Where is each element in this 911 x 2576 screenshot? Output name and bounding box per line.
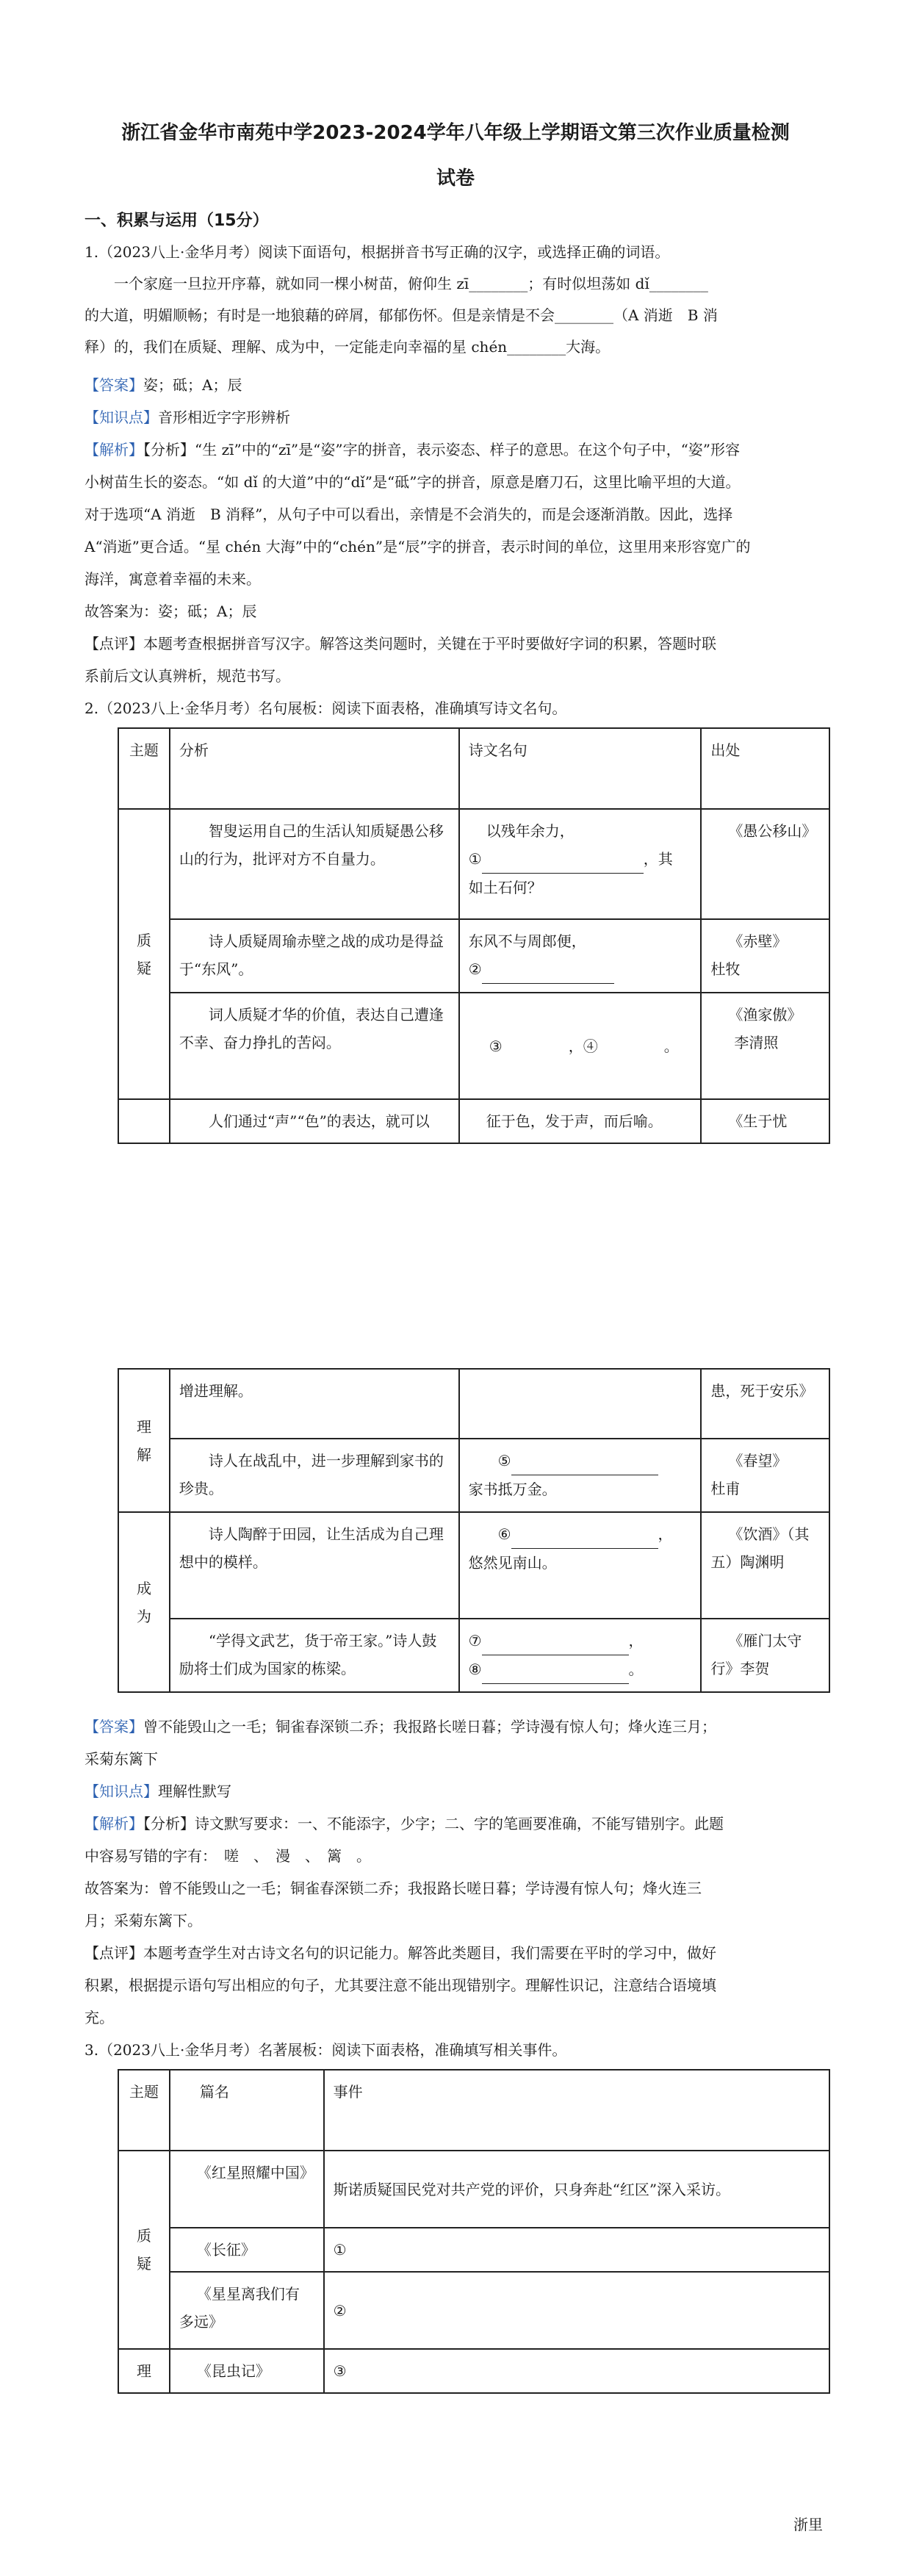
q1-stem: 1.（2023八上·金华月考）阅读下面语句，根据拼音书写正确的汉字，或选择正确的词语。 xyxy=(84,243,670,261)
source-cell xyxy=(701,993,829,1099)
q3-table xyxy=(118,2069,830,2394)
table-row xyxy=(118,1439,829,1512)
source-text: 《春望》 xyxy=(728,1452,788,1469)
analysis-cell: 诗人陶醉于田园，让生活成为自己理想中的模样。 xyxy=(170,1512,459,1619)
source-text: 《赤壁》 xyxy=(728,932,788,950)
q1-knowledge-point xyxy=(84,406,290,427)
q3-stem: 3.（2023八上·金华月考）名著展板：阅读下面表格，准确填写相关事件。 xyxy=(84,2041,567,2059)
header-theme: 主题 xyxy=(118,2070,170,2151)
comment-text: 本题考查学生对古诗文名句的识记能力。解答此类题目，我们需要在平时的学习中，做好 xyxy=(143,1944,716,1962)
verse-text: 如土石何？ xyxy=(468,879,542,896)
analysis-text: 【分析】“生 zī”中的“zī”是“姿”字的拼音，表示姿态、样子的意思。在这个句子中，“姿”形容 xyxy=(143,441,741,458)
book-cell: 《昆虫记》 xyxy=(170,2349,324,2393)
q2-table-part1 xyxy=(118,727,830,1144)
event-cell[interactable]: ① xyxy=(324,2228,829,2272)
event-cell: 斯诺质疑国民党对共产党的评价，只身奔赴“红区”深入采访。 xyxy=(324,2151,829,2228)
q2-comment-2: 积累，根据提示语句写出相应的句子，尤其要注意不能出现错别字。理解性识记，注意结合语境填 xyxy=(84,1976,716,1994)
theme-char: 质 xyxy=(136,2227,151,2245)
source-author: 杜甫 xyxy=(710,1480,741,1497)
analysis-text: 【分析】诗文默写要求：一、不能添字，少字；二、字的笔画要准确，不能写错别字。此题 xyxy=(143,1815,724,1832)
verse-text: ，其 xyxy=(643,850,673,868)
q1-final-answer: 故答案为：姿；砥；A；辰 xyxy=(84,602,257,620)
source-author: 杜牧 xyxy=(710,960,741,978)
q2-knowledge-point xyxy=(84,1780,231,1801)
blank-number: ① xyxy=(468,850,482,868)
table-row xyxy=(118,1099,829,1143)
theme-char: 质 xyxy=(136,931,151,949)
source-cell: 《生于忧 xyxy=(701,1099,829,1143)
q2-comment-3: 充。 xyxy=(84,2009,114,2026)
verse-cell xyxy=(459,1512,702,1619)
theme-char: 为 xyxy=(136,1607,151,1625)
answer-tag: 【答案】 xyxy=(84,1718,143,1735)
theme-cell xyxy=(118,809,170,1099)
source-author: 李清照 xyxy=(734,1034,779,1051)
q2-analysis-2: 中容易写错的字有： 嗟 、 漫 、 篱 。 xyxy=(84,1847,371,1865)
answer-text: 曾不能毁山之一毛；铜雀春深锁二乔；我报路长嗟日暮；学诗漫有惊人句；烽火连三月； xyxy=(143,1718,716,1735)
analysis-cell: 人们通过“声”“色”的表达，就可以 xyxy=(170,1099,459,1143)
q2-analysis-1 xyxy=(84,1812,724,1833)
comment-tag: 【点评】 xyxy=(84,635,143,652)
book-cell: 《星星离我们有多远》 xyxy=(170,2272,324,2349)
header-verse: 诗文名句 xyxy=(459,728,702,809)
table-row xyxy=(118,919,829,993)
fill-blank[interactable] xyxy=(482,845,644,874)
table-header-row xyxy=(118,2070,829,2151)
theme-cell xyxy=(118,2151,170,2349)
table-row xyxy=(118,993,829,1099)
verse-cell xyxy=(459,1439,702,1512)
theme-char: 疑 xyxy=(136,2255,151,2273)
theme-cell: 理 xyxy=(118,2349,170,2393)
q1-comment-2: 系前后文认真辨析，规范书写。 xyxy=(84,667,290,685)
blank-number: ⑦ xyxy=(468,1632,482,1649)
table-row xyxy=(118,2272,829,2349)
page-title-line2: 试卷 xyxy=(436,168,475,190)
comment-tag: 【点评】 xyxy=(84,1944,143,1962)
theme-char: 疑 xyxy=(136,959,151,977)
answer-text: 姿；砥；A；辰 xyxy=(143,376,242,394)
analysis-cell: 诗人质疑周瑜赤壁之战的成功是得益于“东风”。 xyxy=(170,919,459,993)
q1-comment-1 xyxy=(84,632,716,653)
theme-cell xyxy=(118,1369,170,1512)
verse-text: 家书抵万金。 xyxy=(468,1481,557,1498)
q2-answer-2: 采菊东篱下 xyxy=(84,1750,158,1768)
q1-passage-3: 释）的，我们在质疑、理解、成为中，一定能走向幸福的星 chén________大海。 xyxy=(84,338,611,356)
q1-passage-1: 一个家庭一旦拉开序幕，就如同一棵小树苗，俯仰生 zī________；有时似坦荡如 dǐ________ xyxy=(114,275,708,292)
analysis-tag: 【解析】 xyxy=(84,441,143,458)
verse-cell xyxy=(459,993,702,1099)
verse-cell xyxy=(459,1369,702,1439)
table-header-row xyxy=(118,728,829,809)
q2-final-2: 月；采菊东篱下。 xyxy=(84,1912,202,1929)
blank-number: ② xyxy=(468,960,482,978)
q2-stem: 2.（2023八上·金华月考）名句展板：阅读下面表格，准确填写诗文名句。 xyxy=(84,699,567,717)
source-cell: 《愚公移山》 xyxy=(701,809,829,919)
verse-text: ， xyxy=(628,1632,644,1649)
theme-char: 成 xyxy=(136,1579,151,1597)
fill-blank[interactable] xyxy=(482,1655,629,1684)
table-row xyxy=(118,1369,829,1439)
table-row xyxy=(118,1512,829,1619)
event-cell[interactable]: ③ xyxy=(324,2349,829,2393)
source-cell xyxy=(701,919,829,993)
header-theme: 主题 xyxy=(118,728,170,809)
q1-analysis-1 xyxy=(84,438,740,459)
theme-cell xyxy=(118,1099,170,1143)
q1-analysis-5: 海洋，寓意着幸福的未来。 xyxy=(84,570,261,588)
q2-comment-1 xyxy=(84,1941,716,1962)
verse-cell xyxy=(459,919,702,993)
verse-text: 以残年余力， xyxy=(486,822,575,840)
source-cell: 患，死于安乐》 xyxy=(701,1369,829,1439)
analysis-cell: 智叟运用自己的生活认知质疑愚公移山的行为，批评对方不自量力。 xyxy=(170,809,459,919)
q1-analysis-2: 小树苗生长的姿态。“如 dǐ 的大道”中的“dǐ”是“砥”字的拼音，原意是磨刀石，这里比喻平坦的大道。 xyxy=(84,473,741,491)
source-cell: 《饮酒》（其五）陶渊明 xyxy=(701,1512,829,1619)
header-source: 出处 xyxy=(701,728,829,809)
fill-blank[interactable] xyxy=(511,1520,658,1549)
header-analysis: 分析 xyxy=(170,728,459,809)
analysis-cell: 词人质疑才华的价值，表达自己遭逢不幸、奋力挣扎的苦闷。 xyxy=(170,993,459,1099)
verse-text: 。 xyxy=(663,1037,679,1055)
event-cell[interactable]: ② xyxy=(324,2272,829,2349)
fill-blank[interactable] xyxy=(482,955,614,984)
page-title: 浙江省金华市南苑中学2023-2024学年八年级上学期语文第三次作业质量检测 xyxy=(121,122,790,144)
fill-blank[interactable] xyxy=(598,1032,664,1060)
table-row xyxy=(118,2349,829,2393)
q1-answer xyxy=(84,373,242,395)
verse-text: 悠然见南山。 xyxy=(468,1554,557,1572)
analysis-tag: 【解析】 xyxy=(84,1815,143,1832)
analysis-cell: “学得文武艺，货于帝王家。”诗人鼓励将士们成为国家的栋梁。 xyxy=(170,1619,459,1692)
comment-text: 本题考查根据拼音写汉字。解答这类问题时，关键在于平时要做好字词的积累，答题时联 xyxy=(143,635,716,652)
verse-text: ， xyxy=(658,1525,673,1543)
q1-passage-2: 的大道，明媚顺畅；有时是一地狼藉的碎屑，郁郁伤怀。但是亲情是不会________（A 消逝 B 消 xyxy=(84,306,718,324)
table-row xyxy=(118,1619,829,1692)
kp-tag: 【知识点】 xyxy=(84,409,158,426)
blank-number: ③ xyxy=(489,1037,503,1055)
theme-char: 理 xyxy=(136,1417,151,1436)
fill-blank[interactable] xyxy=(503,1032,569,1060)
fill-blank[interactable] xyxy=(482,1627,629,1655)
page-footer: 浙里 xyxy=(793,2516,823,2533)
header-book: 篇名 xyxy=(170,2070,324,2151)
kp-text: 理解性默写 xyxy=(158,1782,231,1800)
book-cell: 《红星照耀中国》 xyxy=(170,2151,324,2228)
section-heading: 一、积累与运用（15分） xyxy=(84,212,269,230)
source-cell: 《雁门太守行》李贺 xyxy=(701,1619,829,1692)
verse-cell xyxy=(459,1619,702,1692)
analysis-cell: 增进理解。 xyxy=(170,1369,459,1439)
kp-text: 音形相近字字形辨析 xyxy=(158,409,290,426)
book-cell: 《长征》 xyxy=(170,2228,324,2272)
verse-text: 。 xyxy=(628,1661,644,1678)
table-row xyxy=(118,2228,829,2272)
q1-analysis-3: 对于选项“A 消逝 B 消释”，从句子中可以看出，亲情是不会消失的，而是会逐渐消散。因此，选择 xyxy=(84,506,733,523)
verse-cell: 征于色，发于声，而后喻。 xyxy=(459,1099,702,1143)
q1-analysis-4: A“消逝”更合适。“星 chén 大海”中的“chén”是“辰”字的拼音，表示时间的单位，这里用来形容宽广的 xyxy=(84,538,751,555)
blank-number: ⑤ xyxy=(497,1452,511,1469)
blank-number: ，④ xyxy=(568,1037,598,1055)
theme-char: 解 xyxy=(136,1445,151,1464)
table-row xyxy=(118,2151,829,2228)
fill-blank[interactable] xyxy=(511,1447,658,1475)
table-row xyxy=(118,809,829,919)
kp-tag: 【知识点】 xyxy=(84,1782,158,1800)
blank-number: ⑥ xyxy=(497,1525,511,1543)
q2-table-part2 xyxy=(118,1368,830,1693)
source-cell xyxy=(701,1439,829,1512)
blank-number: ⑧ xyxy=(468,1661,482,1678)
q2-answer-1 xyxy=(84,1715,716,1736)
verse-text: 东风不与周郎便， xyxy=(468,932,586,950)
answer-tag: 【答案】 xyxy=(84,376,143,394)
header-event: 事件 xyxy=(324,2070,829,2151)
verse-cell xyxy=(459,809,702,919)
source-text: 《渔家傲》 xyxy=(728,1006,802,1023)
q2-final-1: 故答案为：曾不能毁山之一毛；铜雀春深锁二乔；我报路长嗟日暮；学诗漫有惊人句；烽火连三 xyxy=(84,1879,702,1897)
theme-cell xyxy=(118,1512,170,1692)
analysis-cell: 诗人在战乱中，进一步理解到家书的珍贵。 xyxy=(170,1439,459,1512)
